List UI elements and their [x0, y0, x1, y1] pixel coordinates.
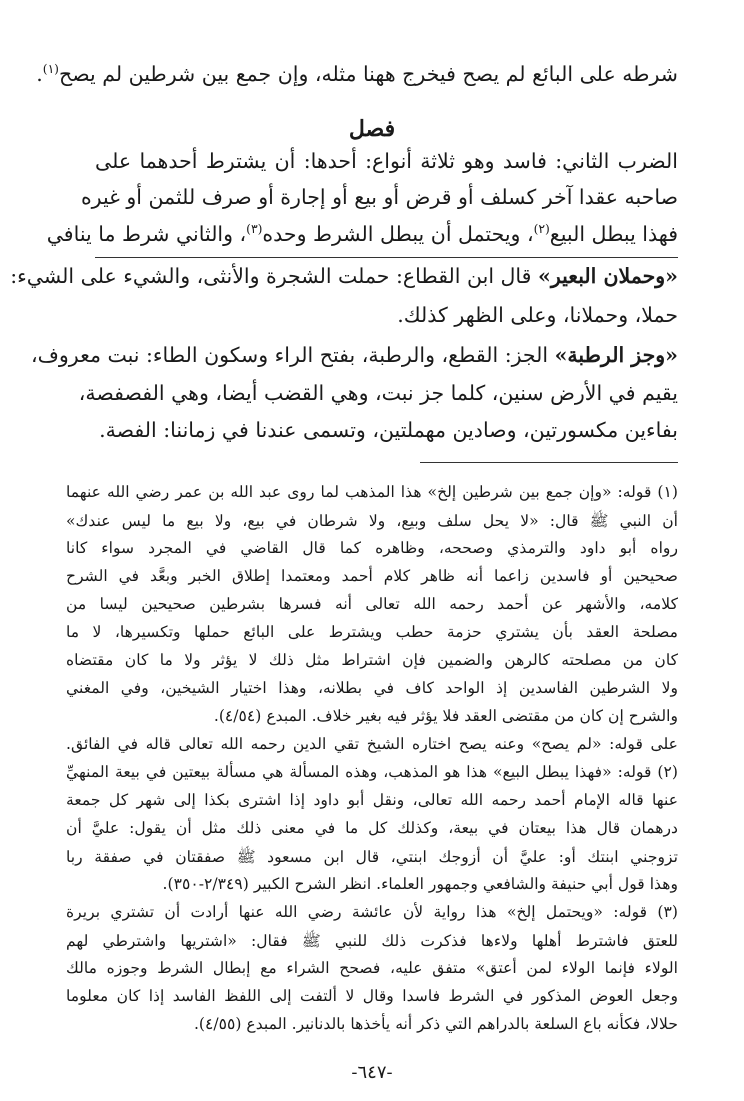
footnote-1-line-8: ولا الشرطين الفاسدين إذ الواحد كاف في بطلانه، وهذا اختيار الشيخين، وفي المغني: [66, 679, 678, 697]
footnote-ref-2: (٢): [533, 222, 550, 237]
main-text-line-1: شرطه على البائع لم يصح فيخرج ههنا مثله، وإن جمع بين شرطين لم يصح$^{(١)}$.: [36, 62, 678, 86]
glossary-entry-1: «وحملان البعير» قال ابن القطاع: حملت الشجرة والأنثى، والشيء على الشيء:: [10, 264, 678, 288]
glossary-term-2: «وجز الرطبة»: [554, 343, 678, 367]
section-heading: فصل: [348, 116, 396, 142]
footnote-1-line-1: (١) قوله: «وإن جمع بين شرطين إلخ» هذا المذهب لما روى عبد الله بن عمر رضي الله عنهما: [66, 483, 678, 501]
main-text-line-3: الضرب الثاني: فاسد وهو ثلاثة أنواع: أحدها: أن يشترط أحدهما على: [95, 149, 678, 173]
footnote-3-line-5: حلالا، فكأنه باع السلعة بالدراهم التي ذكر أنه يأخذها بالدنانير. المبدع (٤/٥٥).: [193, 1015, 678, 1033]
text-separator: [95, 257, 678, 258]
footnote-1-line-9: والشرح إن كان من مقتضى العقد فلا يؤثر فيه بغير خلاف. المبدع (٤/٥٤).: [213, 707, 678, 725]
footnote-2-line-2: عنها قاله الإمام أحمد رحمه الله تعالى، ونقل أبو داود إذا اشترى بكذا إلى شهر كل جمعة: [66, 791, 678, 809]
footnote-ref-1: (١): [42, 62, 59, 77]
footnote-1-line-7: كان من مصلحته كالرهن والضمين فإن اشتراط مثل ذلك لا يؤثر ولا ما كان مقتضاه: [66, 651, 678, 669]
glossary-entry-2-line-3: بفاءين مكسورتين، وصادين مهملتين، وتسمى عندنا في زماننا: الفصة.: [99, 418, 678, 442]
footnote-2-line-4: تزوجني ابنتك أو: عليَّ أن أزوجك ابنتي، قال ابن مسعود ﷺ صفقتان في صفقة ربا: [66, 848, 678, 866]
footnote-3-line-3: الولاء فإنما الولاء لمن أعتق» متفق عليه، فصحح الشراء مع إبطال الشرط وجوزه مالك: [66, 959, 678, 977]
page-number: -٦٤٧-: [351, 1062, 393, 1083]
main-text-line-4: صاحبه عقدا آخر كسلف أو قرض أو بيع أو إجارة أو صرف للثمن أو غيره: [80, 185, 678, 209]
main-text-line-5: فهذا يبطل البيع$^{(٢)}$، ويحتمل أن يبطل الشرط وحده$^{(٣)}$، والثاني شرط ما ينافي: [46, 222, 678, 246]
footnote-2-line-3: درهمان قال هذا بيعتان في بيعة، وكذلك كل ما في معنى ذلك مثل أن يقول: عليَّ أن: [66, 819, 678, 837]
footnote-1-line-4: صحيحين أو فاسدين زاعما أنه ظاهر كلام أحمد ومعتمدا إطلاق الخبر وبعَّد في الشرح: [66, 567, 678, 585]
footnote-1-line-6: مصلحة العقد بأن يشتري حزمة حطب ويشترط على البائع حملها وتكسيرها، لا ما: [66, 623, 678, 641]
footnote-2-line-1: (٢) قوله: «فهذا يبطل البيع» هذا هو المذهب، وهذه المسألة هي مسألة بيعتين في بيعة المنهيِّ: [66, 763, 678, 781]
footnote-1-addendum: على قوله: «لم يصح» وعنه يصح اختاره الشيخ تقي الدين رحمه الله تعالى قاله في الفائق.: [66, 735, 678, 753]
footnote-separator: [420, 462, 678, 463]
footnote-3-line-4: وجعل العوض المذكور في الشرط فاسدا وقال لا ألتفت إلى اللفظ الفاسد إذا كان معلوما: [66, 987, 678, 1005]
glossary-entry-2-line-2: يقيم في الأرض سنين، كلما جز نبت، وهي القضب أيضا، وهي الفصفصة،: [78, 381, 678, 405]
footnote-3-line-2: للعتق فاشترط أهلها ولاءها فذكرت ذلك للنبي ﷺ فقال: «اشتريها واشترطي لهم: [66, 932, 678, 950]
footnote-ref-3: (٣): [246, 222, 263, 237]
footnote-1-line-3: رواه أبو داود والترمذي وصححه، وظاهره كما قال القاضي في المجرد سواء كانا: [66, 539, 678, 557]
glossary-entry-1-line-2: حملا، وحملانا، وعلى الظهر كذلك.: [397, 303, 678, 327]
glossary-entry-2: «وجز الرطبة» الجز: القطع، والرطبة، بفتح الراء وسكون الطاء: نبت معروف،: [31, 343, 678, 367]
footnote-2-line-5: وهذا قول أبي حنيفة والشافعي وجمهور العلماء. انظر الشرح الكبير (٢/٣٤٩-٣٥٠).: [162, 875, 678, 893]
footnote-3-line-1: (٣) قوله: «ويحتمل إلخ» هذا رواية لأن عائشة رضي الله عنها أرادت أن تشتري بريرة: [66, 903, 678, 921]
footnote-1-line-5: كلامه، والأشهر عن أحمد رحمه الله تعالى أنه فسرها بشرطين صحيحين ليسا من: [66, 595, 678, 613]
footnote-1-line-2: أن النبي ﷺ قال: «لا يحل سلف وبيع، ولا شرطان في بيع، ولا بيع ما ليس عندك»: [66, 512, 678, 530]
glossary-term-1: «وحملان البعير»: [538, 264, 678, 288]
